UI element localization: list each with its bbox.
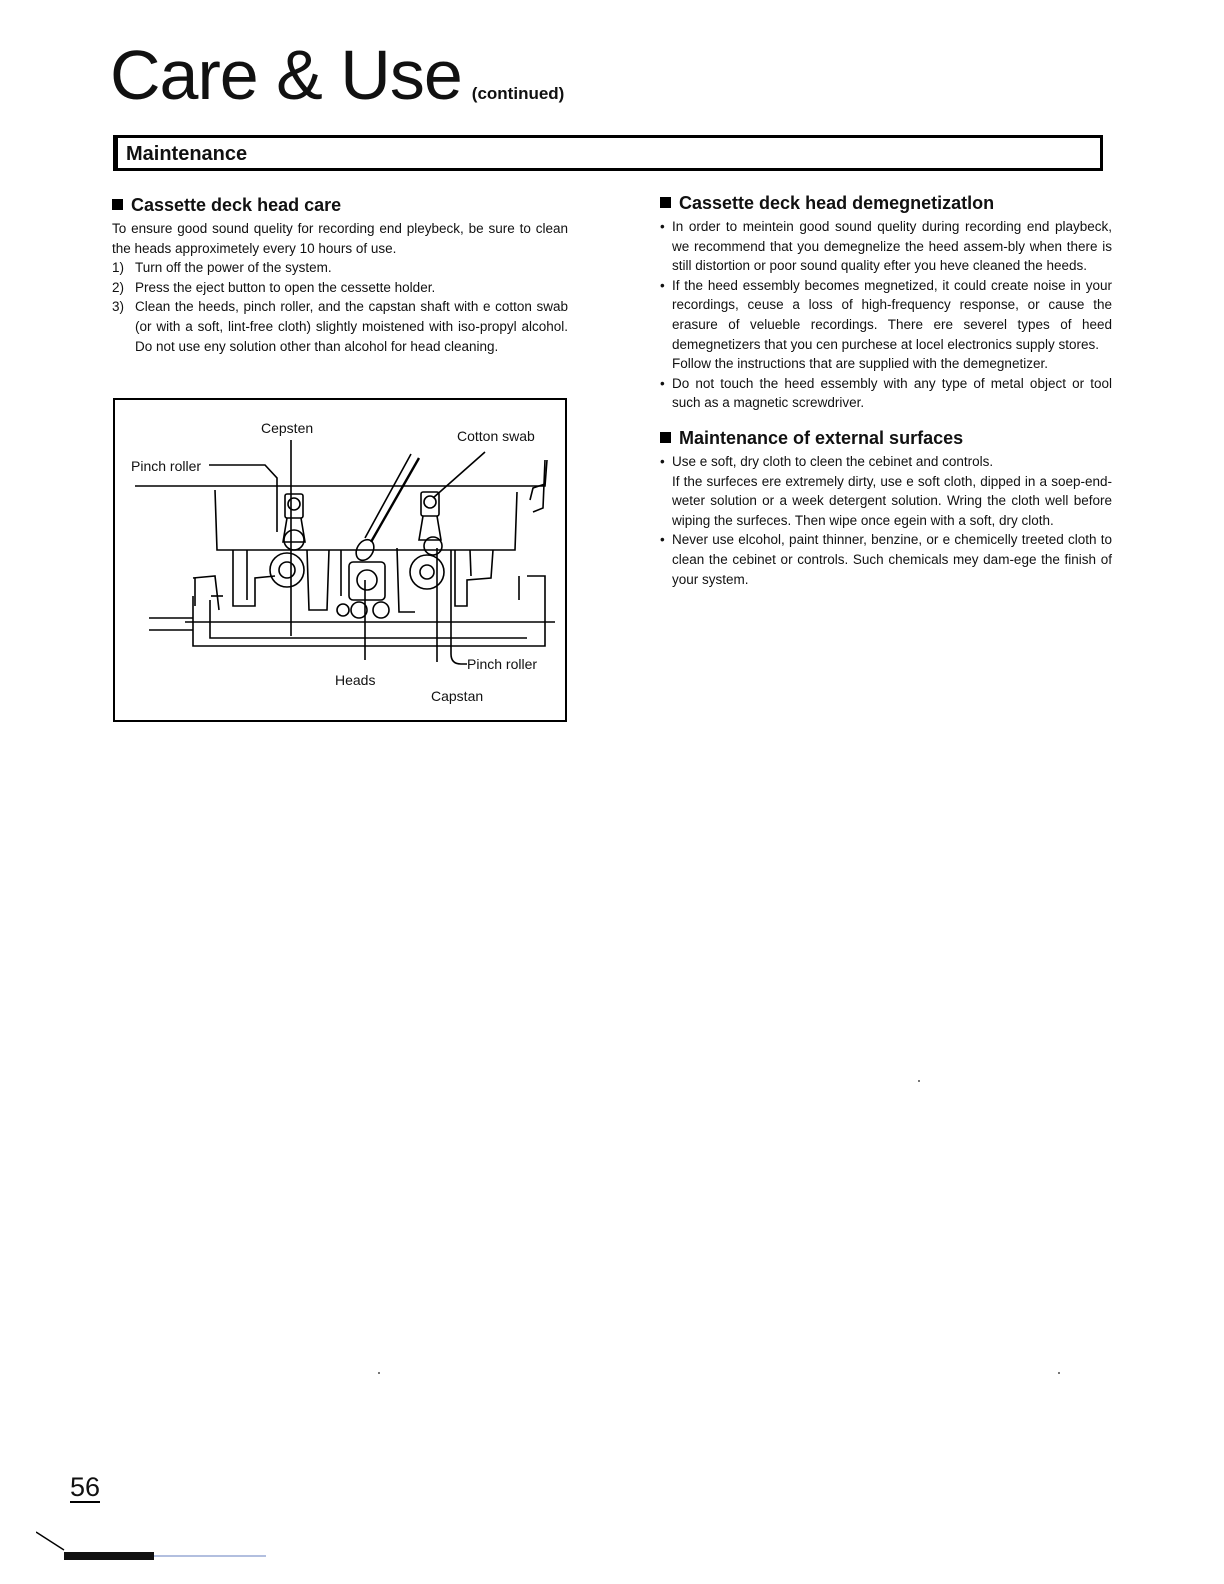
list-item [660,217,1112,276]
bullet-dot-icon: • [660,219,665,234]
page-number: 56 [70,1472,101,1502]
list-item [660,452,1112,472]
page-title-continued: (continued) [471,84,565,103]
list-item [660,276,1112,354]
list-item-text: If the heed essembly becomes megnetized, it could create noise in your recordings, ceuse a loss of high-frequency response, or cause the erasure of velueble recordings. There ere severel types of heed demegnetizers that you cen purchese at locel electronics supply stores. [672,277,1112,352]
left-column [112,194,568,356]
label-heads: Heads [335,672,376,688]
bullet-dot-icon: • [660,277,665,293]
heading-head-care-text: Cassette deck head care [131,195,342,215]
step-item [112,297,568,356]
step-text: Clean the heeds, pinch roller, and the capstan shaft with e cotton swab (or with a soft, lint-free cloth) slightly moistened with iso-propyl alcohol. Do not use eny solution other than alcohol for head cleaning. [135,299,568,354]
square-bullet-icon [660,197,671,208]
list-item-text: Never use elcohol, paint thinner, benzine, or e chemicelly treeted cloth to clean the cebinet or controls. Such chemicals mey dam-ege the finish of your system. [672,532,1112,587]
bullet-dot-icon: • [660,375,665,391]
label-capstan-top: Cepsten [261,420,314,436]
heading-external-surfaces [660,427,1112,449]
list-item-text: Do not touch the heed essembly with any type of metal object or tool such as a magnetic screwdriver. [672,375,1112,411]
label-cotton-swab: Cotton swab [457,428,535,444]
heading-demagnetization [660,192,1112,214]
heading-demagnetization-text: Cassette deck head demegnetizatlon [679,193,995,213]
scan-speck [378,1372,380,1374]
list-item [660,374,1112,413]
intro-paragraph: To ensure good sound quelity for recording end pleybeck, be sure to clean the heads approximetely every 10 hours of use. [112,221,568,256]
list-item [660,530,1112,589]
step-number: 3) [112,299,125,315]
page-title [110,36,565,114]
demagnetization-list-cont [660,374,1112,413]
step-number: 2) [112,279,125,295]
heading-external-surfaces-text: Maintenance of external surfaces [679,427,964,448]
section-title-bar [113,135,1103,171]
external-surfaces-list [660,452,1112,472]
scan-speck [918,1080,920,1082]
label-pinch-roller-left: Pinch roller [131,458,202,474]
square-bullet-icon [112,199,123,210]
right-column [660,192,1112,589]
square-bullet-icon [660,432,671,443]
list-item-text: Use e soft, dry cloth to cleen the cebinet and controls. [672,453,994,469]
list-item-text: In order to meintein good sound quelity during recording end playbeck, we recommend that you demegnelize the heed assem-bly when there is still distortion or poor sound quality efter you heve cleaned the heeds. [672,219,1112,274]
demagnetizer-note: Follow the instructions that are supplied with the demegnetizer. [672,356,1048,372]
external-surfaces-list-cont [660,530,1112,589]
step-item [112,278,568,298]
demagnetization-list [660,217,1112,354]
step-item [112,258,568,278]
page-title-main: Care & Use [110,36,462,114]
scan-artifact [36,1530,266,1560]
bullet-dot-icon: • [660,532,665,548]
step-text: Press the eject button to open the cessette holder. [135,279,436,295]
dirty-surface-note: If the surfeces ere extremely dirty, use e soft cloth, dipped in a soep-end-weter solution or a week detergent solution. Wring the cloth well before wiping the surfeces. Then wipe once egein with a soft, dry cloth. [672,473,1112,528]
bullet-dot-icon: • [660,453,665,469]
label-capstan-bottom: Capstan [431,688,484,704]
head-cleaning-diagram [113,398,567,722]
cleaning-steps [112,258,568,356]
step-number: 1) [112,260,125,276]
heading-head-care [112,194,568,216]
label-pinch-roller-right: Pinch roller [467,656,538,672]
section-title: Maintenance [126,143,248,165]
step-text: Turn off the power of the system. [135,260,332,276]
scan-speck [1058,1372,1060,1374]
